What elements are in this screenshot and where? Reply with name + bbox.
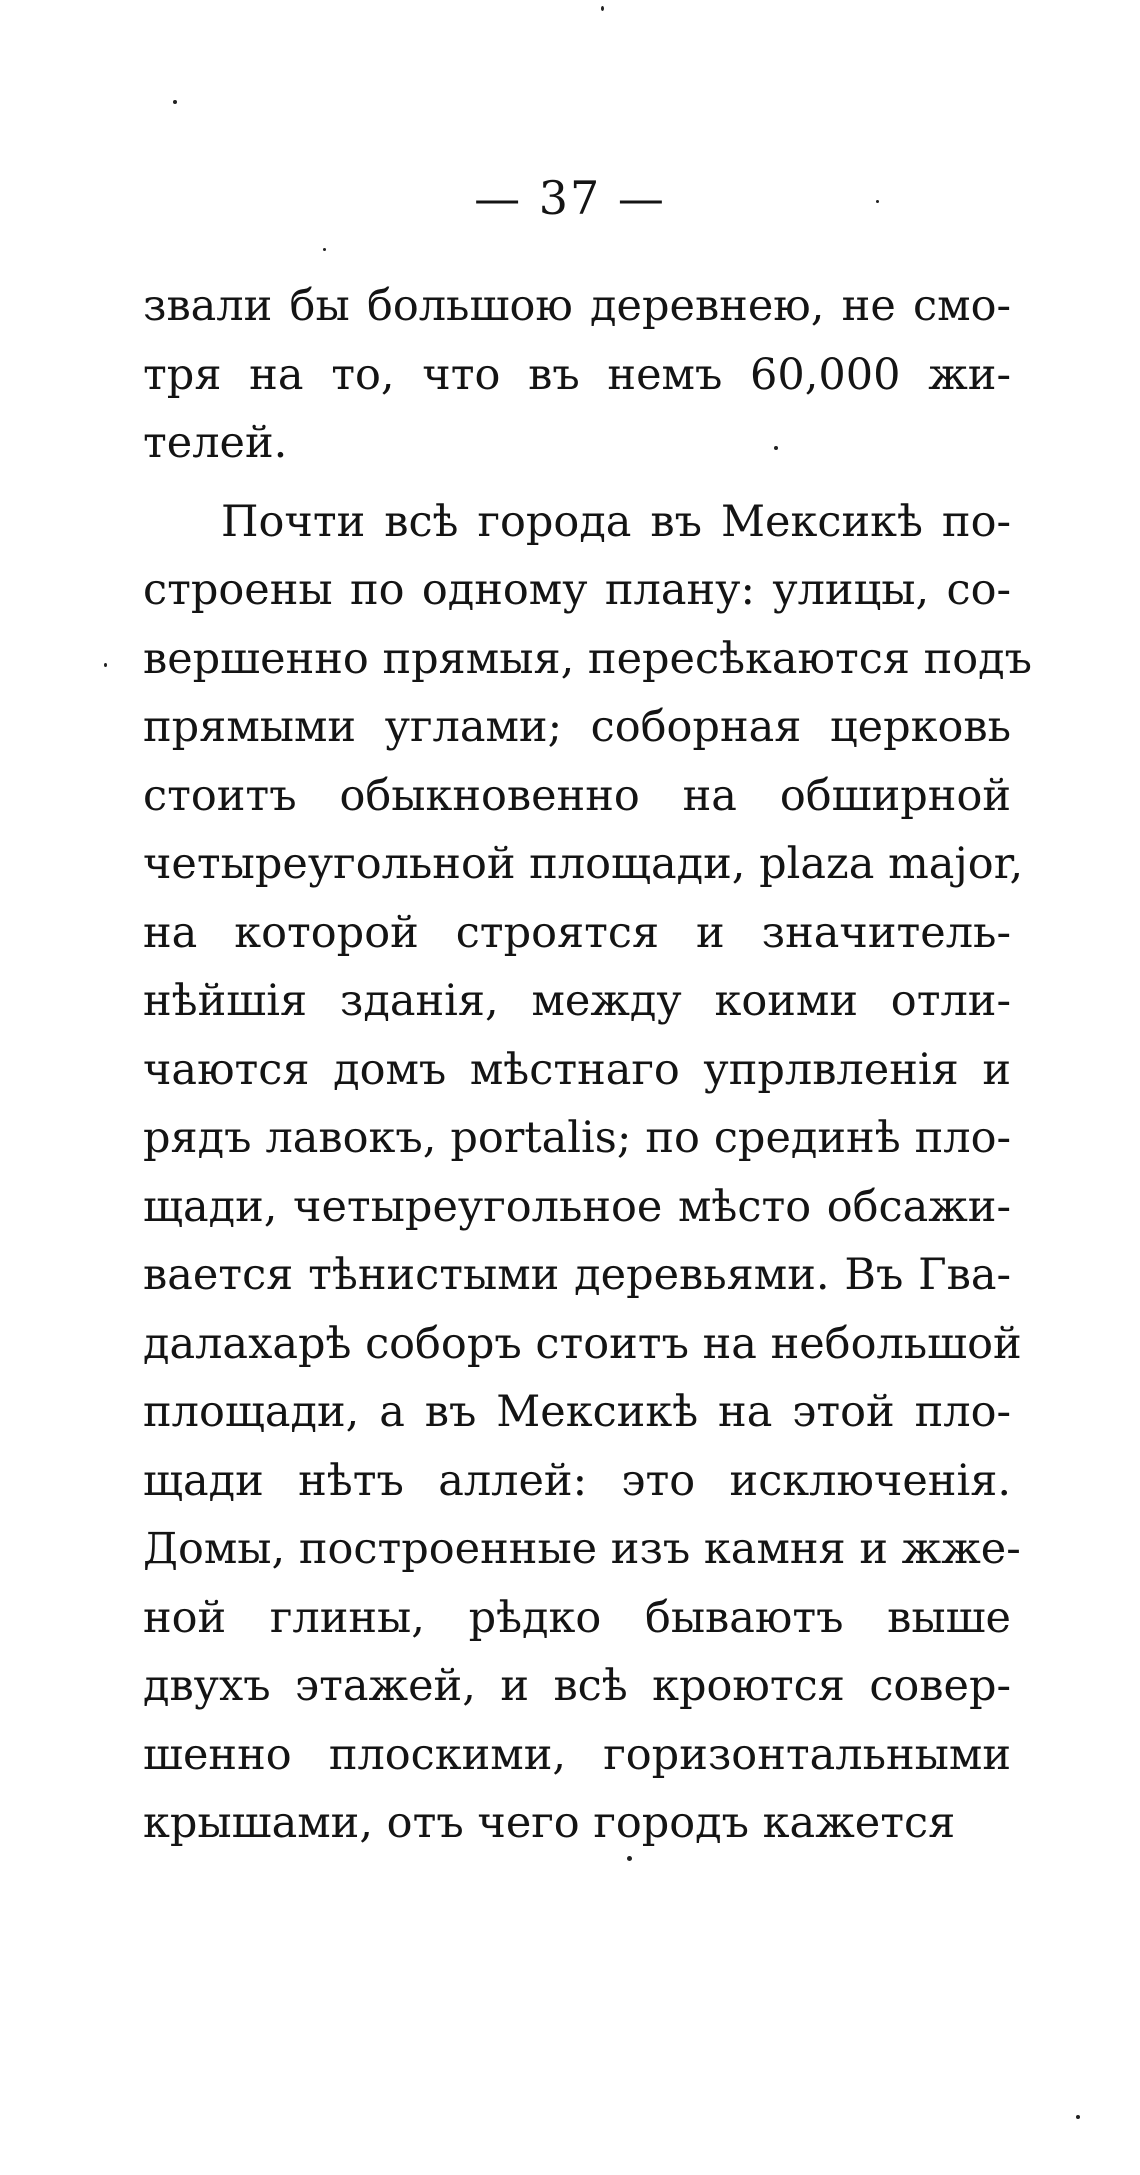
text-line: ной глины, рѣдко бываютъ выше [143, 1592, 1011, 1643]
scan-speck [104, 663, 107, 667]
text-line: щади, четыреугольное мѣсто обсажи- [143, 1181, 1011, 1232]
text-line: рядъ лавокъ, portalis; по срединѣ пло- [143, 1113, 1011, 1163]
text-line: звали бы большою деревнею, не смо- [143, 281, 1011, 331]
scan-speck [876, 200, 879, 203]
scan-speck [601, 6, 604, 11]
text-line: прямыми углами; соборная церковь [143, 702, 1011, 752]
text-line: вается тѣнистыми деревьями. Въ Гва- [143, 1250, 1011, 1300]
text-line: крышами, отъ чего городъ кажется [143, 1798, 956, 1848]
text-line: площади, а въ Мексикѣ на этой пло- [143, 1387, 1011, 1437]
text-line: стоитъ обыкновенно на обширной [143, 770, 1011, 821]
text-line: Почти всѣ города въ Мексикѣ по- [221, 496, 1011, 547]
paragraph-1 [143, 272, 1011, 478]
scan-speck [323, 248, 326, 251]
paragraph-2 [143, 488, 1033, 1858]
text-line: нѣйшія зданія, между коими отли- [143, 976, 1011, 1026]
paragraph-gap [143, 478, 1011, 488]
text-line: шенно плоскими, горизонтальными [143, 1729, 1011, 1780]
scan-speck [774, 446, 778, 450]
text-line: двухъ этажей, и всѣ кроются совер- [143, 1661, 1011, 1711]
text-line: на которой строятся и значитель- [143, 907, 1011, 958]
scan-speck [627, 1856, 632, 1861]
page-body [143, 272, 1033, 1858]
text-line: щади нѣтъ аллей: это исключенія. [143, 1455, 1011, 1506]
text-line: тря на то, что въ немъ 60,000 жи- [143, 349, 1011, 400]
text-line: телей. [143, 418, 288, 468]
text-line: вершенно прямыя, пересѣкаются подъ [143, 633, 1033, 684]
text-line: строены по одному плану: улицы, со- [143, 565, 1011, 615]
text-line: Домы, построенные изъ камня и жже- [143, 1524, 1021, 1574]
scan-speck [173, 100, 177, 104]
text-line: чаются домъ мѣстнаго упрлвленія и [143, 1044, 1011, 1095]
text-line: четыреугольной площади, plaza major, [143, 839, 1024, 889]
text-line: далахарѣ соборъ стоитъ на небольшой [143, 1318, 1022, 1369]
page-number: — 37 — [474, 171, 666, 225]
scan-speck [1076, 2115, 1080, 2119]
